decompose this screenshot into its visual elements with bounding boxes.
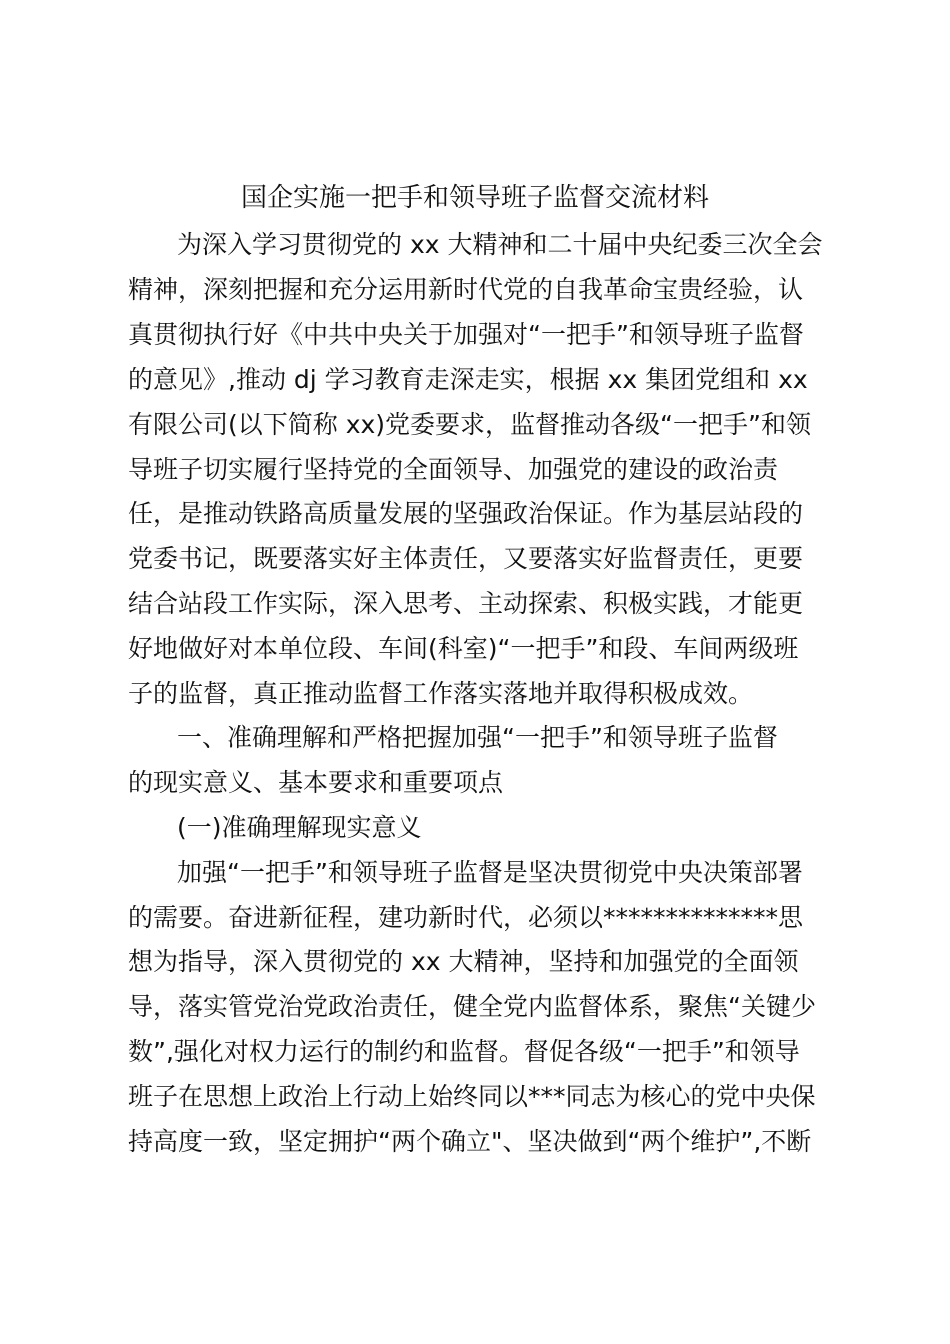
paragraph-line: 加强“一把手”和领导班子监督是坚决贯彻党中央决策部署 [177, 858, 803, 887]
paragraph-line: 为深入学习贯彻党的 xx 大精神和二十届中央纪委三次全会 [177, 230, 823, 259]
paragraph-line: 班子在思想上政治上行动上始终同以***同志为核心的党中央保 [128, 1082, 816, 1111]
paragraph-line: 持高度一致，坚定拥护“两个确立"、坚决做到“两个维护”,不断 [128, 1127, 812, 1156]
section-heading-line: 一、准确理解和严格把握加强“一把手”和领导班子监督 [177, 723, 778, 752]
document-title: 国企实施一把手和领导班子监督交流材料 [240, 183, 709, 213]
paragraph-line: 子的监督，真正推动监督工作落实落地并取得积极成效。 [128, 679, 754, 708]
paragraph-line: 导班子切实履行坚持党的全面领导、加强党的建设的政治责 [128, 455, 779, 484]
paragraph-line: 有限公司(以下简称 xx)党委要求，监督推动各级“一把手”和领 [128, 410, 811, 439]
paragraph-line: 导，落实管党治党政治责任，健全党内监督体系，聚焦“关键少 [128, 992, 816, 1021]
paragraph-line: 想为指导，深入贯彻党的 xx 大精神，坚持和加强党的全面领 [128, 947, 799, 976]
paragraph-line: 真贯彻执行好《中共中央关于加强对“一把手”和领导班子监督 [128, 320, 804, 349]
paragraph-line: 精神，深刻把握和充分运用新时代党的自我革命宝贵经验，认 [128, 275, 804, 304]
paragraph-line: 好地做好对本单位段、车间(科室)“一把手”和段、车间两级班 [128, 634, 799, 663]
paragraph-line: 数”,强化对权力运行的制约和监督。督促各级“一把手”和领导 [128, 1037, 800, 1066]
paragraph-line: 党委书记，既要落实好主体责任，又要落实好监督责任，更要 [128, 544, 804, 573]
section-heading-line: 的现实意义、基本要求和重要项点 [128, 768, 504, 797]
paragraph-line: 的意见》,推动 dj 学习教育走深走实，根据 xx 集团党组和 xx [128, 365, 808, 394]
subsection-heading: (一)准确理解现实意义 [177, 813, 422, 842]
paragraph-line: 结合站段工作实际，深入思考、主动探索、积极实践，才能更 [128, 589, 804, 618]
paragraph-line: 任，是推动铁路高质量发展的坚强政治保证。作为基层站段的 [128, 499, 804, 528]
paragraph-line: 的需要。奋进新征程，建功新时代，必须以**************思 [128, 903, 804, 932]
